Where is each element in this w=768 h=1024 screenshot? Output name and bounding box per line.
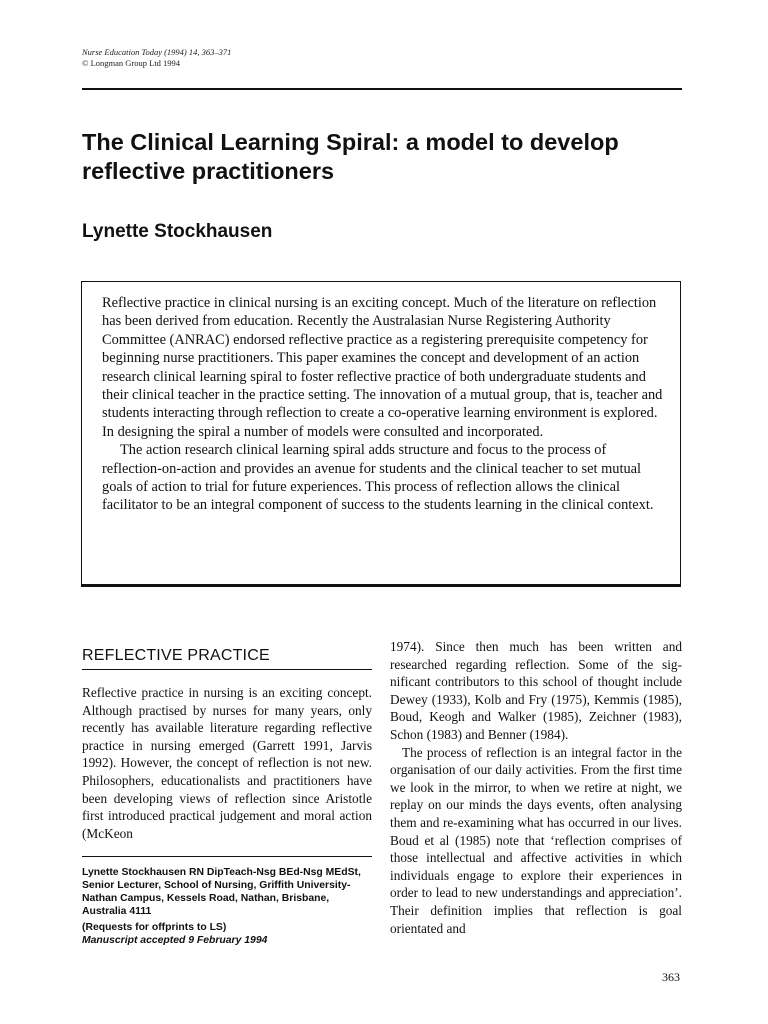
abstract-paragraph: Reflective practice in clinical nursing is an exciting concept. Much of the literature on reflection has been derived from education. Recently the Australasian Nurse Registering Authority Committee (ANRAC) endorsed reflective practice as a registering prerequisite competency for beginning nurse practitioners. This paper examines the concept and development of an action research clinical learning spiral to foster reflective practice of both undergraduate students and their clinical teacher in the practice setting. The innovation of a mutual group, that is, teacher and students interacting through reflection to create a co-operative learning environment is explored. In designing the spiral a number of models were consulted and incorporated. — [102, 295, 663, 440]
footnote-accepted: Manuscript accepted 9 February 1994 — [82, 935, 268, 947]
abstract-paragraph: The action research clinical learning spiral adds structure and focus to the process of reflection-on-action and provides an avenue for students and the clinical teacher to set mutual goals of action to trial for future experiences. This process of reflection allows the clinical facilitator to be an integral component of success to the students learning in the clinical context. — [102, 442, 654, 514]
copyright-line: © Longman Group Ltd 1994 — [82, 58, 181, 68]
left-column — [82, 646, 372, 947]
footnote-credentials: RN DipTeach-Nsg BEd-Nsg MEdSt, Senior Lecturer, School of Nursing, Griffith University-Nathan Campus, Kessels Road, Nathan, Brisbane, Australia 4111 — [82, 867, 361, 918]
body-paragraph: 1974). Since then much has been written and researched regarding reflection. Some of the significant contributors to this school of thought include Dewey (1933), Kolb and Fry (1975), Kemmis (1985), Boud, Keogh and Walker (1985), Zeichner (1983), Schon (1983) and Benner (1984). — [390, 639, 682, 742]
author-footnote — [82, 866, 372, 947]
body-paragraph: Reflective practice in nursing is an exciting concept. Although practised by nurses for many years, only recently has available literature regarding reflective practice in nursing emerged (Garrett 1991, Jarvis 1992). However, the concept of reflection is not new. Philosophers, educationalists and practitioners have been developing views of reflection since Aristotle first introduced practical judgement and moral action (McKeon — [82, 685, 372, 841]
footnote-offprints: (Requests for offprints to LS) — [82, 922, 227, 934]
footnote-author-name: Lynette Stockhausen — [82, 867, 187, 879]
section-heading: REFLECTIVE PRACTICE — [82, 647, 270, 664]
article-author: Lynette Stockhausen — [82, 221, 273, 242]
header-rule — [82, 88, 682, 90]
journal-line: Nurse Education Today (1994) 14, 363–371 — [82, 47, 232, 57]
abstract-box — [81, 281, 681, 587]
body-paragraph: The process of reflection is an integral factor in the organisation of our daily activities. From the first time we look in the mirror, to when we retire at night, we replay on our minds the days events, often analysing them and re-examining what has occurred in our lives. Boud et al (1985) note that ‘reflection comprises of those intellectual and affective activities in which individuals engage to explore their experiences in order to lead to new understandings and appreciation’. Their definition implies that reflection is goal orientated and — [390, 744, 682, 936]
footnote-rule — [82, 856, 372, 857]
article-title: The Clinical Learning Spiral: a model to develop reflective practitioners — [82, 129, 619, 184]
page-number: 363 — [662, 970, 680, 984]
journal-citation — [82, 47, 231, 69]
section-heading-rule — [82, 669, 372, 670]
right-column — [390, 638, 682, 937]
